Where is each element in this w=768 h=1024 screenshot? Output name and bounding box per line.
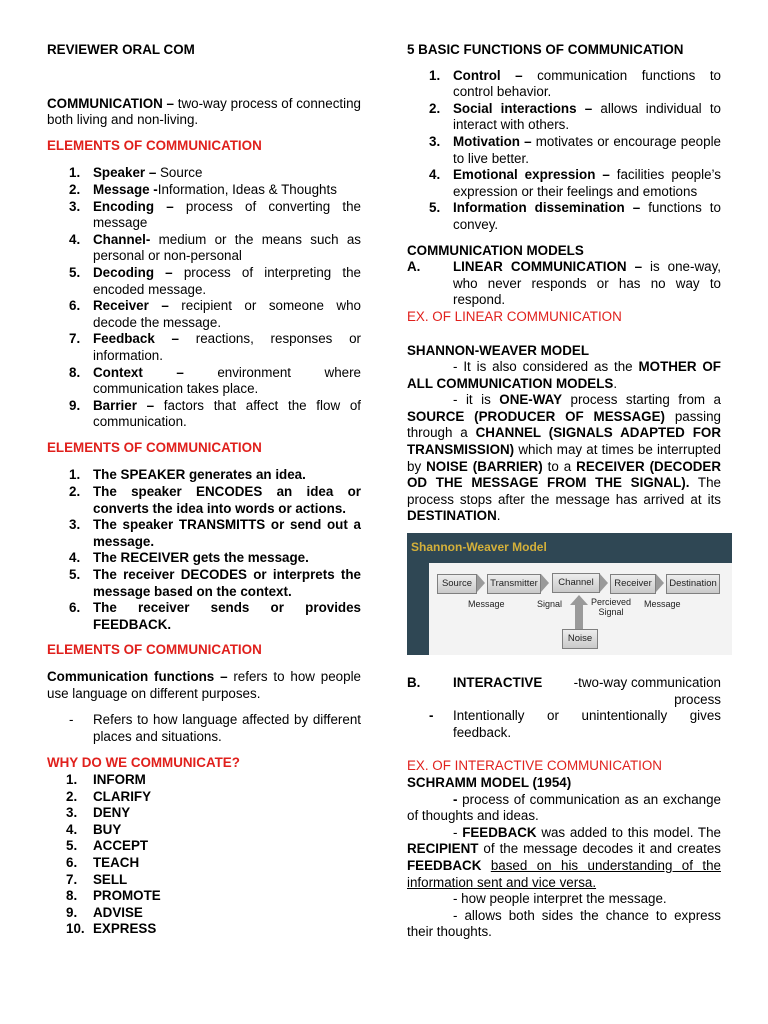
item-text: CLARIFY (93, 788, 152, 804)
list-number: 7. (66, 871, 78, 887)
schramm-p2 (407, 825, 721, 891)
element-item (47, 232, 361, 265)
text-run: SOURCE (PRODUCER OF MESSAGE) (407, 408, 665, 424)
message-label: Message (644, 599, 681, 610)
list-number: 1. (429, 67, 441, 83)
list-number: 6. (69, 298, 81, 314)
text-run: ONE-WAY (499, 392, 563, 408)
item-term: Information dissemination – (453, 200, 641, 216)
reason-item (47, 789, 361, 806)
channel-box: Channel (552, 573, 600, 593)
item-text: The speaker ENCODES an idea or converts the idea into words or actions. (93, 484, 361, 516)
reason-item (47, 805, 361, 822)
item-text: The receiver DECODES or interprets the message based on the context. (93, 567, 361, 599)
item-def: facilities people’s expression or their feelings and emotions (453, 167, 721, 199)
item-term: Decoding – (93, 264, 173, 280)
list-number: 5. (66, 838, 78, 854)
list-number: 7. (69, 331, 81, 347)
interactive-term: INTERACTIVE (453, 675, 543, 691)
communication-term: COMMUNICATION – (47, 95, 174, 111)
list-number: 3. (66, 805, 78, 821)
functions-definition (47, 669, 361, 702)
list-number: 9. (66, 904, 78, 920)
receiver-box: Receiver (610, 574, 656, 594)
text-run: - It is also considered as the (453, 359, 639, 375)
list-number: 2. (69, 484, 81, 500)
dash-bullet: - (429, 708, 434, 724)
document-title: REVIEWER ORAL COM (47, 42, 195, 57)
reason-item (47, 905, 361, 922)
reason-item (47, 822, 361, 839)
list-number: 5. (69, 264, 81, 280)
text-run: RECIPIENT (407, 841, 479, 857)
diagram-title: Shannon-Weaver Model (411, 540, 547, 555)
shannon-weaver-diagram (407, 533, 732, 655)
item-text: ACCEPT (93, 838, 149, 854)
item-def: reactions, responses or information. (93, 331, 361, 363)
communication-definition (47, 96, 361, 129)
message-label: Message (468, 599, 505, 610)
list-number: 2. (429, 100, 441, 116)
process-step (47, 567, 361, 600)
element-item (47, 331, 361, 364)
shannon-weaver-p1 (407, 359, 721, 392)
item-def: process of interpreting the encoded message. (93, 264, 362, 297)
list-number: 5. (429, 200, 441, 216)
shannon-weaver-p2 (407, 392, 721, 525)
function-item (407, 68, 721, 101)
text-run: - (453, 824, 463, 840)
item-def: functions to convey. (453, 200, 721, 232)
text-run: based on his understanding of the information sent and vice versa. (407, 857, 721, 890)
arrow-icon (541, 574, 549, 592)
source-box: Source (437, 574, 477, 594)
item-def: Information, Ideas & Thoughts (157, 181, 337, 197)
list-number: 3. (429, 133, 441, 149)
list-number: 3. (69, 517, 81, 533)
text-run: . (613, 375, 618, 391)
functions-def: refers to how people use language on different purposes. (47, 669, 361, 701)
linear-example-heading: EX. OF LINEAR COMMUNICATION (407, 308, 622, 324)
letter-marker: A. (407, 259, 421, 275)
item-def: medium or the means such as personal or non-personal (93, 231, 361, 264)
basic-functions-heading: 5 BASIC FUNCTIONS OF COMMUNICATION (407, 42, 684, 57)
text-run: to a (542, 458, 577, 474)
communication-def: two-way process of connecting both living and non-living. (47, 95, 361, 128)
item-def: Source (156, 165, 203, 181)
schramm-heading: SCHRAMM MODEL (1954) (407, 775, 572, 790)
list-number: 1. (66, 771, 78, 787)
interactive-def: -two-way communication process (573, 675, 721, 707)
process-step (47, 484, 361, 517)
reason-item (47, 888, 361, 905)
transmitter-box: Transmitter (487, 574, 541, 594)
basic-functions-list (407, 68, 721, 234)
reason-item (47, 872, 361, 889)
item-text: DENY (93, 805, 131, 821)
item-text: The RECEIVER gets the message. (93, 550, 309, 566)
interactive-communication (407, 675, 721, 708)
text-run (481, 858, 490, 873)
function-item (407, 101, 721, 134)
text-run: passing through a (407, 408, 721, 441)
noise-box: Noise (562, 629, 598, 649)
element-item (47, 182, 361, 199)
text-run: which may at times be interrupted by (407, 442, 721, 474)
functions-note (47, 712, 361, 745)
item-term: Motivation – (453, 133, 532, 149)
list-number: 4. (69, 550, 81, 566)
element-item (47, 398, 361, 431)
list-number: 1. (69, 165, 81, 181)
list-number: 4. (69, 231, 81, 247)
interactive-note-text: Intentionally or unintentionally gives feedback. (453, 708, 721, 740)
item-text: TEACH (93, 854, 140, 870)
reason-item (47, 772, 361, 789)
text-run: process starting from a (562, 392, 721, 408)
element-item (47, 298, 361, 331)
item-term: Context – (93, 364, 184, 380)
signal-label: Signal (537, 599, 563, 610)
schramm-p4: - allows both sides the chance to express their thoughts. (407, 907, 721, 940)
list-number: 1. (69, 467, 81, 483)
item-def: factors that affect the flow of communication. (93, 397, 361, 430)
interactive-example-heading: EX. OF INTERACTIVE COMMUNICATION (407, 758, 662, 774)
function-item (407, 134, 721, 167)
text-run: MOTHER OF ALL COMMUNICATION MODELS (407, 359, 721, 391)
models-heading: COMMUNICATION MODELS (407, 242, 584, 258)
list-number: 9. (69, 397, 81, 413)
reason-item (47, 855, 361, 872)
item-term: Message - (93, 181, 158, 197)
text-run: FEEDBACK (407, 857, 482, 873)
list-number: 2. (69, 181, 81, 197)
linear-term: LINEAR COMMUNICATION – (453, 259, 643, 275)
item-term: Receiver – (93, 298, 169, 314)
diagram-left-bar (407, 563, 429, 655)
reason-item (47, 921, 361, 938)
list-number: 5. (69, 567, 81, 583)
list-number: 8. (66, 888, 78, 904)
elements-heading: ELEMENTS OF COMMUNICATION (47, 439, 262, 455)
list-number: 3. (69, 198, 81, 214)
arrow-up-icon (570, 595, 588, 605)
text-run: The process stops after the message has arrived at its (407, 475, 721, 507)
item-term: Emotional expression – (453, 167, 610, 183)
text-run: RECEIVER (DECODER OD THE MESSAGE FROM THE SIGNAL). (407, 458, 722, 491)
text-run: was added to this model. The (536, 824, 721, 840)
reason-item (47, 838, 361, 855)
item-def: environment where communication takes place. (93, 364, 361, 397)
arrow-icon (600, 574, 608, 592)
item-text: The SPEAKER generates an idea. (93, 467, 306, 483)
item-def: recipient or someone who decode the message. (93, 298, 361, 330)
list-number: 6. (66, 854, 78, 870)
linear-communication (407, 259, 721, 309)
elements-list (47, 165, 361, 431)
list-number: 8. (69, 364, 81, 380)
item-def: process of converting the message (93, 198, 361, 231)
item-text: EXPRESS (93, 921, 157, 937)
letter-marker: B. (407, 675, 421, 691)
text-run: process of communication as an exchange of thoughts and ideas. (407, 791, 721, 824)
list-number: 10. (66, 921, 85, 937)
process-step (47, 517, 361, 550)
schramm-p3: - how people interpret the message. (453, 891, 667, 907)
functions-note-text: Refers to how language affected by different places and situations. (93, 712, 361, 744)
element-item (47, 199, 361, 232)
text-run: . (496, 508, 501, 524)
function-item (407, 200, 721, 233)
item-def: communication functions to control behavior. (453, 67, 721, 100)
item-term: Social interactions – (453, 100, 593, 116)
functions-term: Communication functions – (47, 669, 228, 684)
process-step (47, 467, 361, 484)
item-text: BUY (93, 821, 122, 837)
schramm-p1 (407, 792, 721, 825)
why-heading: WHY DO WE COMMUNICATE? (47, 755, 240, 771)
list-number: 6. (69, 600, 81, 616)
element-item (47, 165, 361, 182)
process-step (47, 550, 361, 567)
list-number: 4. (66, 821, 78, 837)
elements-heading: ELEMENTS OF COMMUNICATION (47, 642, 262, 658)
item-text: The speaker TRANSMITTS or send out a message. (93, 517, 361, 549)
right-column (407, 42, 721, 941)
arrow-icon (656, 574, 664, 592)
process-list (47, 467, 361, 633)
text-run: DESTINATION (407, 508, 497, 524)
text-run: of the message decodes it and creates (478, 841, 721, 857)
text-run: - it is (453, 392, 500, 408)
arrow-icon (477, 574, 485, 592)
destination-box: Destination (666, 574, 720, 594)
shannon-weaver-heading: SHANNON-WEAVER MODEL (407, 342, 590, 358)
text-run: NOISE (BARRIER) (426, 458, 543, 474)
item-text: SELL (93, 871, 128, 887)
dash-bullet: - (69, 712, 74, 728)
text-run: FEEDBACK (462, 824, 537, 840)
item-text: ADVISE (93, 904, 143, 920)
item-text: The receiver sends or provides FEEDBACK. (93, 600, 361, 632)
text-run: CHANNEL (SIGNALS ADAPTED FOR TRANSMISSION) (407, 425, 721, 458)
element-item (47, 265, 361, 298)
item-term: Control – (453, 67, 523, 83)
left-column (47, 42, 361, 938)
perceived-signal-label: Percieved Signal (590, 597, 632, 618)
item-term: Speaker – (93, 165, 157, 181)
linear-def: is one-way, who never responds or has no way to respond. (453, 259, 721, 308)
item-term: Feedback – (93, 331, 179, 347)
interactive-note (407, 708, 721, 741)
item-term: Channel- (93, 231, 151, 247)
list-number: 4. (429, 167, 441, 183)
item-def: motivates or encourage people to live better. (453, 133, 721, 166)
item-text: PROMOTE (93, 888, 161, 904)
element-item (47, 365, 361, 398)
list-number: 2. (66, 788, 78, 804)
process-step (47, 600, 361, 633)
item-term: Barrier – (93, 397, 155, 413)
item-term: Encoding – (93, 198, 174, 214)
noise-arrow-shaft (575, 605, 583, 629)
elements-heading: ELEMENTS OF COMMUNICATION (47, 137, 262, 153)
why-list (47, 772, 361, 938)
function-item (407, 167, 721, 200)
item-def: allows individual to interact with others. (453, 100, 722, 133)
text-run: - (453, 791, 458, 807)
item-text: INFORM (93, 771, 146, 787)
